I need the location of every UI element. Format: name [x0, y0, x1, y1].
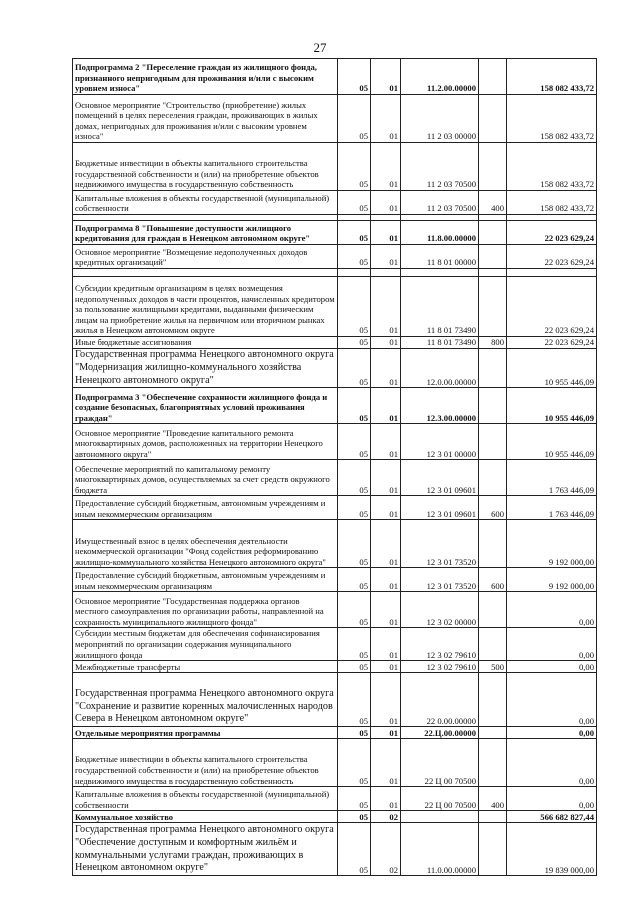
row-expense-type-cell	[479, 520, 507, 568]
row-amount-cell: 22 023 629,24	[507, 277, 597, 337]
row-amount-cell: 0,00	[507, 727, 597, 739]
row-target-article-cell: 12 3 01 09601	[401, 460, 479, 496]
row-target-article-cell: 12 3 01 00000	[401, 424, 479, 460]
row-name-cell: Государственная программа Ненецкого автономного округа "Сохранение и развитие коренных малочисленных народов Севера в Ненецком автономном округе"	[73, 673, 338, 727]
row-amount-cell: 158 082 433,72	[507, 59, 597, 95]
row-section-cell: 05	[338, 59, 371, 95]
row-section-cell: 05	[338, 388, 371, 424]
table-row	[73, 628, 597, 661]
row-subsection-cell: 01	[371, 95, 401, 143]
row-expense-type-cell	[479, 59, 507, 95]
row-expense-type-cell	[479, 424, 507, 460]
row-amount-cell: 158 082 433,72	[507, 191, 597, 215]
row-subsection-cell: 01	[371, 496, 401, 520]
row-name-cell: Субсидии местным бюджетам для обеспечения софинансирования мероприятий по организации содержания муниципального жилищного фонда	[73, 628, 338, 661]
table-row	[73, 661, 597, 673]
table-row	[73, 95, 597, 143]
row-expense-type-cell: 800	[479, 337, 507, 349]
row-name-cell: Имущественный взнос в целях обеспечения деятельности некоммерческой организации "Фонд содействия реформированию жилищно-коммунального хозяйства Ненецкого автономного округа"	[73, 520, 338, 568]
row-subsection-cell: 01	[371, 787, 401, 811]
row-expense-type-cell	[479, 143, 507, 191]
row-amount-cell: 1 763 446,09	[507, 496, 597, 520]
row-subsection-cell: 01	[371, 221, 401, 245]
spacer-cell	[338, 269, 371, 277]
row-subsection-cell: 01	[371, 388, 401, 424]
row-expense-type-cell	[479, 592, 507, 628]
row-subsection-cell: 01	[371, 568, 401, 592]
row-name-cell: Бюджетные инвестиции в объекты капитального строительства государственной собственности и (или) на приобретение объектов недвижимого имущества в государственную собственность	[73, 143, 338, 191]
row-name-cell: Субсидии кредитным организациям в целях возмещения недополученных доходов в части процентов, начисленных кредитором за пользование жилищными кредитами, выданными физическим лицам на приобретение жилья на первичном или вторичном рынках жилья в Ненецком автономном округе	[73, 277, 338, 337]
table-row	[73, 568, 597, 592]
row-amount-cell: 0,00	[507, 673, 597, 727]
row-amount-cell: 158 082 433,72	[507, 143, 597, 191]
row-section-cell: 05	[338, 520, 371, 568]
row-name-cell: Государственная программа Ненецкого автономного округа "Обеспечение доступным и комфортным жильём и коммунальными услугами граждан, проживающих в Ненецком автономном округе"	[73, 823, 338, 876]
row-target-article-cell: 11 2 03 70500	[401, 143, 479, 191]
row-name-cell: Подпрограмма 3 "Обеспечение сохранности жилищного фонда и создание безопасных, благоприятных условий проживания граждан"	[73, 388, 338, 424]
row-subsection-cell: 01	[371, 661, 401, 673]
row-target-article-cell: 11 2 03 70500	[401, 191, 479, 215]
row-expense-type-cell	[479, 221, 507, 245]
row-target-article-cell: 12 3 02 00000	[401, 592, 479, 628]
row-name-cell: Основное мероприятие "Государственная поддержка органов местного самоуправления по организации работы, направленной на сохранность муниципального жилищного фонда"	[73, 592, 338, 628]
row-amount-cell: 0,00	[507, 661, 597, 673]
row-subsection-cell: 01	[371, 59, 401, 95]
row-amount-cell: 9 192 000,00	[507, 568, 597, 592]
row-section-cell: 05	[338, 95, 371, 143]
row-section-cell: 05	[338, 592, 371, 628]
row-target-article-cell: 11 8 01 73490	[401, 337, 479, 349]
row-subsection-cell: 01	[371, 739, 401, 787]
row-target-article-cell: 12.0.00.00000	[401, 349, 479, 388]
row-name-cell: Подпрограмма 8 "Повышение доступности жилищного кредитования для граждан в Ненецком автономном округе"	[73, 221, 338, 245]
row-target-article-cell: 12 3 02 79610	[401, 628, 479, 661]
row-target-article-cell: 12.3.00.00000	[401, 388, 479, 424]
row-target-article-cell: 22 0.00.00000	[401, 673, 479, 727]
row-target-article-cell: 12 3 01 73520	[401, 568, 479, 592]
row-expense-type-cell	[479, 811, 507, 823]
row-section-cell: 05	[338, 277, 371, 337]
row-subsection-cell: 01	[371, 337, 401, 349]
row-amount-cell: 1 763 446,09	[507, 460, 597, 496]
row-section-cell: 05	[338, 424, 371, 460]
row-name-cell: Подпрограмма 2 "Переселение граждан из жилищного фонда, признанного непригодным для проживания и/или с высоким уровнем износа"	[73, 59, 338, 95]
row-target-article-cell: 12 3 02 79610	[401, 661, 479, 673]
row-amount-cell: 158 082 433,72	[507, 95, 597, 143]
row-expense-type-cell	[479, 823, 507, 876]
row-expense-type-cell	[479, 388, 507, 424]
row-target-article-cell: 11.0.00.00000	[401, 823, 479, 876]
row-target-article-cell: 11 8 01 00000	[401, 245, 479, 269]
spacer-cell	[371, 269, 401, 277]
row-amount-cell: 10 955 446,09	[507, 349, 597, 388]
row-section-cell: 05	[338, 337, 371, 349]
row-amount-cell: 10 955 446,09	[507, 388, 597, 424]
row-subsection-cell: 01	[371, 460, 401, 496]
row-subsection-cell: 01	[371, 673, 401, 727]
row-section-cell: 05	[338, 739, 371, 787]
row-expense-type-cell	[479, 628, 507, 661]
row-expense-type-cell: 600	[479, 568, 507, 592]
table-row	[73, 191, 597, 215]
table-row	[73, 424, 597, 460]
row-amount-cell: 10 955 446,09	[507, 424, 597, 460]
row-expense-type-cell	[479, 727, 507, 739]
table-row	[73, 727, 597, 739]
row-section-cell: 05	[338, 460, 371, 496]
row-expense-type-cell	[479, 277, 507, 337]
row-subsection-cell: 01	[371, 424, 401, 460]
row-name-cell: Межбюджетные трансферты	[73, 661, 338, 673]
row-name-cell: Капитальные вложения в объекты государственной (муниципальной) собственности	[73, 787, 338, 811]
row-section-cell: 05	[338, 823, 371, 876]
row-target-article-cell	[401, 811, 479, 823]
row-expense-type-cell: 400	[479, 787, 507, 811]
row-section-cell: 05	[338, 496, 371, 520]
row-target-article-cell: 11 2 03 00000	[401, 95, 479, 143]
row-amount-cell: 0,00	[507, 739, 597, 787]
row-target-article-cell: 11 8 01 73490	[401, 277, 479, 337]
table-row	[73, 520, 597, 568]
row-subsection-cell: 01	[371, 628, 401, 661]
row-amount-cell: 0,00	[507, 592, 597, 628]
table-row	[73, 337, 597, 349]
table-row	[73, 143, 597, 191]
row-expense-type-cell: 400	[479, 191, 507, 215]
table-row	[73, 221, 597, 245]
row-name-cell: Предоставление субсидий бюджетным, автономным учреждениям и иным некоммерческим организациям	[73, 568, 338, 592]
row-section-cell: 05	[338, 349, 371, 388]
row-subsection-cell: 01	[371, 245, 401, 269]
row-name-cell: Бюджетные инвестиции в объекты капитального строительства государственной собственности и (или) на приобретение объектов недвижимого имущества в государственную собственность	[73, 739, 338, 787]
budget-table-body	[73, 59, 597, 876]
row-subsection-cell: 01	[371, 349, 401, 388]
row-name-cell: Основное мероприятие "Строительство (приобретение) жилых помещений в целях переселения граждан, проживающих в жилых домах, непригодных для проживания и/или с высоким уровнем износа"	[73, 95, 338, 143]
row-name-cell: Иные бюджетные ассигнования	[73, 337, 338, 349]
row-section-cell: 05	[338, 811, 371, 823]
row-name-cell: Капитальные вложения в объекты государственной (муниципальной) собственности	[73, 191, 338, 215]
row-expense-type-cell	[479, 460, 507, 496]
row-expense-type-cell: 500	[479, 661, 507, 673]
row-target-article-cell: 12 3 01 73520	[401, 520, 479, 568]
table-row	[73, 787, 597, 811]
table-row	[73, 673, 597, 727]
row-expense-type-cell: 600	[479, 496, 507, 520]
row-section-cell: 05	[338, 628, 371, 661]
row-target-article-cell: 22 Ц 00 70500	[401, 739, 479, 787]
table-spacer-row	[73, 269, 597, 277]
table-row	[73, 388, 597, 424]
row-subsection-cell: 02	[371, 811, 401, 823]
row-subsection-cell: 01	[371, 191, 401, 215]
table-row	[73, 811, 597, 823]
row-section-cell: 05	[338, 143, 371, 191]
row-name-cell: Предоставление субсидий бюджетным, автономным учреждениям и иным некоммерческим организациям	[73, 496, 338, 520]
row-name-cell: Основное мероприятие "Возмещение недополученных доходов кредитных организаций"	[73, 245, 338, 269]
row-amount-cell: 566 682 827,44	[507, 811, 597, 823]
row-target-article-cell: 11.2.00.00000	[401, 59, 479, 95]
table-row	[73, 277, 597, 337]
row-section-cell: 05	[338, 673, 371, 727]
row-name-cell: Обеспечение мероприятий по капитальному ремонту многоквартирных домов, осуществляемых за счет средств окружного бюджета	[73, 460, 338, 496]
table-row	[73, 349, 597, 388]
table-row	[73, 739, 597, 787]
row-subsection-cell: 01	[371, 592, 401, 628]
row-amount-cell: 19 839 000,00	[507, 823, 597, 876]
row-section-cell: 05	[338, 727, 371, 739]
budget-table	[72, 58, 597, 876]
row-subsection-cell: 01	[371, 143, 401, 191]
spacer-cell	[479, 269, 507, 277]
row-expense-type-cell	[479, 245, 507, 269]
row-name-cell: Коммунальное хозяйство	[73, 811, 338, 823]
row-subsection-cell: 01	[371, 277, 401, 337]
row-amount-cell: 22 023 629,24	[507, 337, 597, 349]
row-section-cell: 05	[338, 191, 371, 215]
spacer-cell	[73, 269, 338, 277]
table-row	[73, 823, 597, 876]
row-subsection-cell: 02	[371, 823, 401, 876]
row-amount-cell: 9 192 000,00	[507, 520, 597, 568]
table-row	[73, 592, 597, 628]
row-name-cell: Государственная программа Ненецкого автономного округа "Модернизация жилищно-коммунального хозяйства Ненецкого автономного округа"	[73, 349, 338, 388]
row-target-article-cell: 22 Ц 00 70500	[401, 787, 479, 811]
row-section-cell: 05	[338, 221, 371, 245]
row-section-cell: 05	[338, 787, 371, 811]
table-row	[73, 460, 597, 496]
row-target-article-cell: 22.Ц.00.00000	[401, 727, 479, 739]
table-row	[73, 245, 597, 269]
row-amount-cell: 0,00	[507, 628, 597, 661]
row-amount-cell: 0,00	[507, 787, 597, 811]
row-target-article-cell: 11.8.00.00000	[401, 221, 479, 245]
row-amount-cell: 22 023 629,24	[507, 221, 597, 245]
row-name-cell: Основное мероприятие "Проведение капитального ремонта многоквартирных домов, расположенных на территории Ненецкого автономного округа"	[73, 424, 338, 460]
row-expense-type-cell	[479, 739, 507, 787]
row-expense-type-cell	[479, 673, 507, 727]
row-subsection-cell: 01	[371, 520, 401, 568]
spacer-cell	[401, 269, 479, 277]
row-amount-cell: 22 023 629,24	[507, 245, 597, 269]
row-expense-type-cell	[479, 95, 507, 143]
row-name-cell: Отдельные мероприятия программы	[73, 727, 338, 739]
row-subsection-cell: 01	[371, 727, 401, 739]
row-section-cell: 05	[338, 245, 371, 269]
table-row	[73, 59, 597, 95]
row-expense-type-cell	[479, 349, 507, 388]
spacer-cell	[507, 269, 597, 277]
row-section-cell: 05	[338, 661, 371, 673]
row-target-article-cell: 12 3 01 09601	[401, 496, 479, 520]
row-section-cell: 05	[338, 568, 371, 592]
table-row	[73, 496, 597, 520]
page-number: 27	[313, 40, 327, 55]
